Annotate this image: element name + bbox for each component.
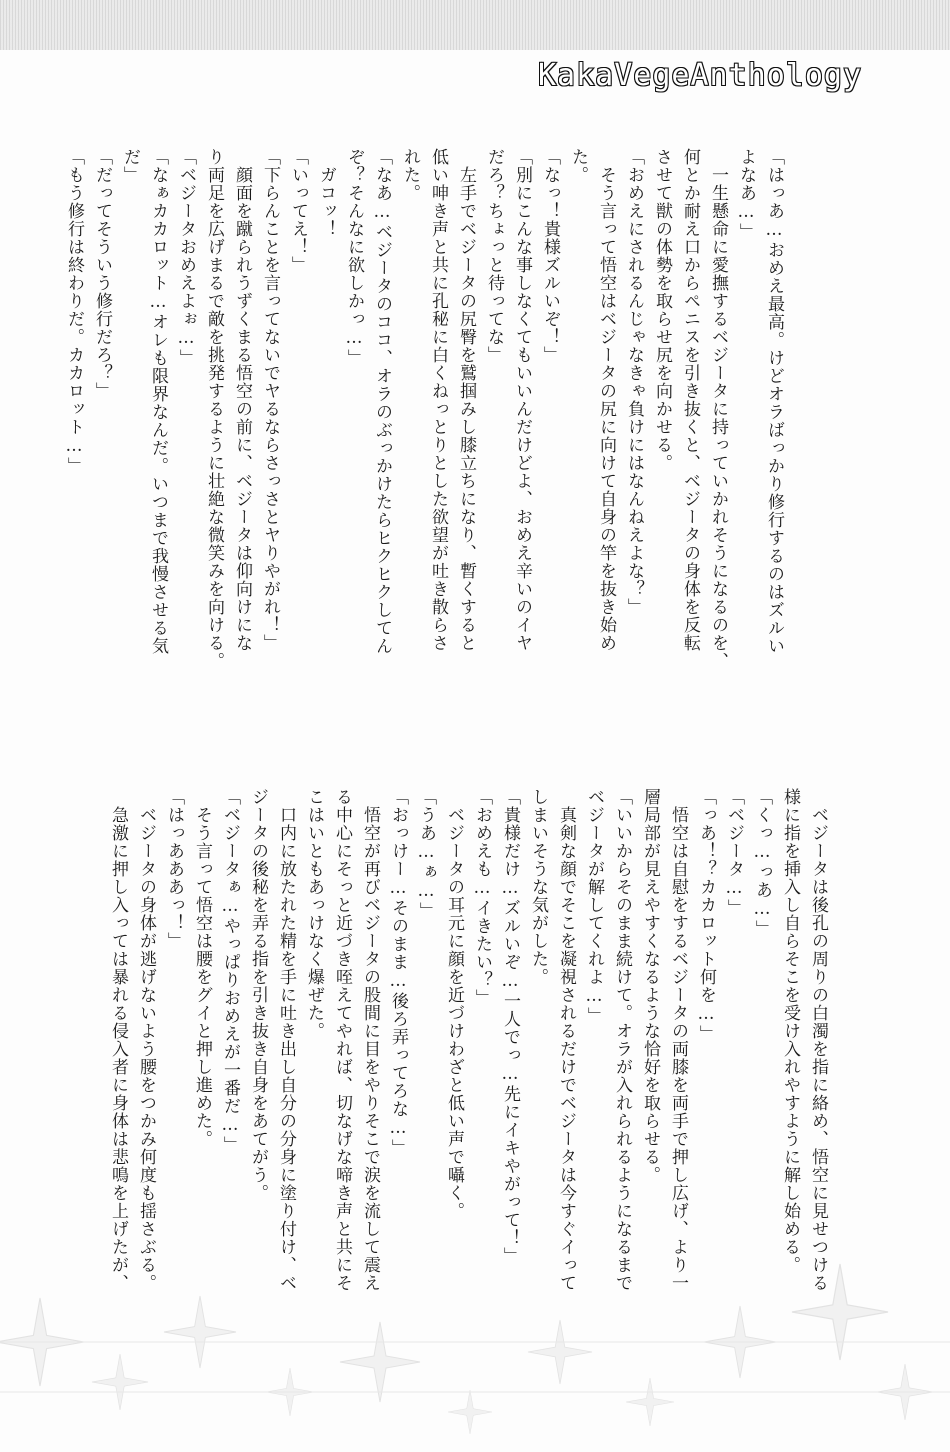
text-column: 「なっ！貴様ズルいぞ！」 xyxy=(540,148,560,364)
text-column: させて獣の体勢を取らせ尻を向かせる。 xyxy=(652,148,672,472)
text-column: 「いいからそのまま続けて。オラが入れられるようになるまで xyxy=(612,788,632,1292)
text-column: ジータの後秘を弄る指を引き抜き自身をあてがう。 xyxy=(248,788,268,1202)
text-column: 真剣な顔でそこを凝視されるだけでベジータは今すぐイって xyxy=(556,788,576,1292)
text-column: 「はっあ…おめえ最高。けどオラばっかり修行するのはズルい xyxy=(764,148,784,655)
text-column: そう言って悟空は腰をグイと押し進めた。 xyxy=(192,788,212,1148)
text-column: 「おめえにされるんじゃなきゃ負けにはなんねえよな？」 xyxy=(624,148,644,616)
text-column: 低い呻き声と共に孔秘に白くねっとりとした欲望が吐き散らさ xyxy=(428,148,448,652)
text-column: 「だってそういう修行だろ？」 xyxy=(92,148,112,400)
anthology-title: KakaVegeAnthology xyxy=(537,58,862,93)
text-column: 何とか耐え口からペニスを引き抜くと、ベジータの身体を反転 xyxy=(680,148,700,652)
text-column: 「ベジータおめえよぉ…」 xyxy=(176,148,196,367)
text-column: 「もう修行は終わりだ。カカロット…」 xyxy=(64,148,84,475)
text-column: 「っあ！？カカロット何を…」 xyxy=(696,788,716,1043)
sparkle-decoration xyxy=(0,1192,950,1452)
text-column: ベジータの身体が逃げないよう腰をつかみ何度も揺さぶる。 xyxy=(136,788,156,1292)
text-column: 悟空が再びベジータの股間に目をやりそこで涙を流して震え xyxy=(360,788,380,1292)
text-column: よなあ…」 xyxy=(736,148,756,241)
text-column: ガコッ！ xyxy=(316,148,336,238)
text-column: 「くっ…っあ…」 xyxy=(752,788,772,938)
text-column: 「おめえも…イきたい？」 xyxy=(472,788,492,1007)
text-column: 悟空は自慰をするベジータの両膝を両手で押し広げ、より一 xyxy=(668,788,688,1292)
text-column: しまいそうな気がした。 xyxy=(528,788,548,986)
text-column: 左手でベジータの尻臀を鷲掴みし膝立ちになり、暫くすると xyxy=(456,148,476,652)
text-column: こはいともあっけなく爆ぜた。 xyxy=(304,788,324,1040)
text-column: 「ベジータぁ…やっぱりおめえが一番だ…」 xyxy=(220,788,240,1154)
text-column: だ」 xyxy=(120,148,140,184)
text-column: 一生懸命に愛撫するベジータに持っていかれそうになるのを、 xyxy=(708,148,728,670)
text-column: ベジータの耳元に顔を近づけわざと低い声で囁く。 xyxy=(444,788,464,1220)
text-column: ベジータが解してくれよ…」 xyxy=(584,788,604,1025)
text-column: ぞ？そんなに欲しかっ…」 xyxy=(344,148,364,367)
text-column: 急激に押し入っては暴れる侵入者に身体は悲鳴を上げたが、 xyxy=(108,788,128,1292)
text-column: た。 xyxy=(568,148,588,184)
text-column: る中心にそっと近づき咥えてやれば、切なげな啼き声と共にそ xyxy=(332,788,352,1292)
text-column: だろ？ちょっと待ってな」 xyxy=(484,148,504,364)
text-column: 「はっあああっ！」 xyxy=(164,788,184,950)
text-column: 「別にこんな事しなくてもいいんだけどよ、おめえ辛いのイヤ xyxy=(512,148,532,652)
text-column: れた。 xyxy=(400,148,420,202)
text-column: 「なぁカカロット…オレも限界なんだ。いつまで我慢させる気 xyxy=(148,148,168,655)
text-column: 「下らんことを言ってないでヤるならさっさとヤりやがれ！」 xyxy=(260,148,280,652)
text-column: 「なあ…ベジータのココ、オラのぶっかけたらヒクヒクしてん xyxy=(372,148,392,655)
text-column: ベジータは後孔の周りの白濁を指に絡め、悟空に見せつける xyxy=(808,788,828,1292)
text-column: 「貴様だけ…ズルいぞ…一人でっ…先にイキやがって！」 xyxy=(500,788,520,1265)
text-column: 「いってえ！」 xyxy=(288,148,308,274)
text-column: 様に指を挿入し自らそこを受け入れやすように解し始める。 xyxy=(780,788,800,1274)
text-column: り両足を広げまるで敵を挑発するように壮絶な微笑みを向ける。 xyxy=(204,148,224,670)
text-column: 「うあ…ぁ…」 xyxy=(416,788,436,920)
text-column: 口内に放たれた精を手に吐き出し自分の分身に塗り付け、ベ xyxy=(276,788,296,1292)
text-column: そう言って悟空はベジータの尻に向けて自身の竿を抜き始め xyxy=(596,148,616,652)
text-column: 層局部が見えやすくなるような恰好を取らせる。 xyxy=(640,788,660,1184)
text-column: 顔面を蹴られうずくまる悟空の前に、ベジータは仰向けにな xyxy=(232,148,252,652)
text-block-top xyxy=(64,148,788,738)
top-scanline-band xyxy=(0,0,950,50)
text-column: 「おっけー…そのまま…後ろ弄ってろな…」 xyxy=(388,788,408,1157)
text-column: 「ベジータ…」 xyxy=(724,788,744,917)
